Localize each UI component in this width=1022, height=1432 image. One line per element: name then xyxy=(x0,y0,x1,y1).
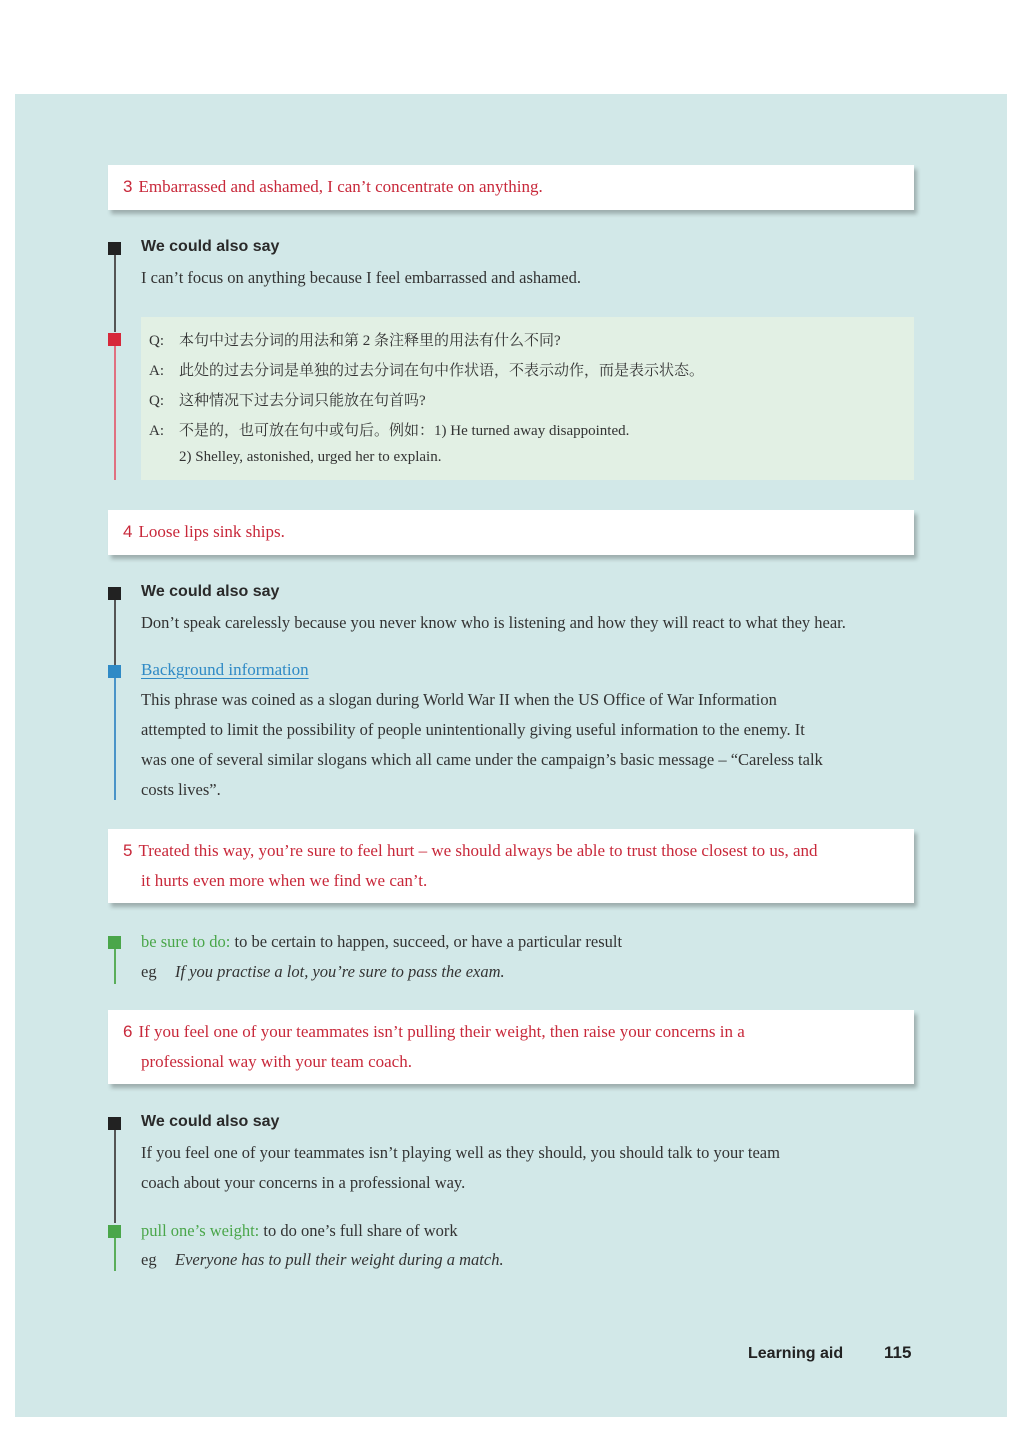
also-say-text: coach about your concerns in a professional way. xyxy=(141,1173,466,1192)
sentence-box-5 xyxy=(108,829,914,903)
qa-line: Q: 本句中过去分词的用法和第 2 条注释里的用法有什么不同? xyxy=(149,333,561,349)
vocab-definition: pull one’s weight: to do one’s full share of work xyxy=(141,1221,458,1240)
page-number: 115 xyxy=(884,1343,912,1362)
sentence-text: Embarrassed and ashamed, I can’t concentrate on anything. xyxy=(138,177,543,196)
background-text-line: attempted to limit the possibility of people unintentionally giving useful information to the enemy. It xyxy=(141,720,805,739)
also-say-heading: We could also say xyxy=(141,583,280,600)
sentence-text: Loose lips sink ships. xyxy=(138,522,285,541)
also-say-text: Don’t speak carelessly because you never know who is listening and how they will react to what they hear. xyxy=(141,613,846,632)
sentence-text: If you feel one of your teammates isn’t pulling their weight, then raise your concerns in a xyxy=(138,1022,745,1041)
qa-line: A: 此处的过去分词是单独的过去分词在句中作状语，不表示动作，而是表示状态。 xyxy=(149,363,705,379)
background-text-line: costs lives”. xyxy=(141,780,221,799)
black-square-marker xyxy=(108,1117,121,1130)
qa-line: Q: 这种情况下过去分词只能放在句首吗? xyxy=(149,393,426,409)
sentence-text: Treated this way, you’re sure to feel hurt – we should always be able to trust those closest to us, and xyxy=(138,841,818,860)
timeline-line xyxy=(114,593,116,665)
sentence-text: it hurts even more when we find we can’t. xyxy=(141,871,428,890)
qa-box xyxy=(141,317,914,480)
item-number: 3 xyxy=(123,177,133,196)
sentence-box-4 xyxy=(108,510,914,555)
vocab-example: eg Everyone has to pull their weight during a match. xyxy=(141,1250,504,1269)
timeline-line xyxy=(114,1123,116,1223)
qa-line: A: 不是的，也可放在句中或句后。例如：1) He turned away disappointed. xyxy=(149,423,630,439)
also-say-text: If you feel one of your teammates isn’t playing well as they should, you should talk to your team xyxy=(141,1143,780,1162)
vocab-example: eg If you practise a lot, you’re sure to pass the exam. xyxy=(141,962,505,981)
black-square-marker xyxy=(108,242,121,255)
sentence-box-3 xyxy=(108,165,914,210)
timeline-line xyxy=(114,340,116,480)
background-info-heading: Background information xyxy=(141,660,309,679)
also-say-heading: We could also say xyxy=(141,1113,280,1130)
timeline-line xyxy=(114,248,116,332)
item-number: 5 xyxy=(123,841,133,860)
background-text-line: This phrase was coined as a slogan during World War II when the US Office of War Information xyxy=(141,690,777,709)
red-square-marker xyxy=(108,333,121,346)
item-number: 4 xyxy=(123,522,133,541)
green-square-marker xyxy=(108,1225,121,1238)
qa-line: 2) Shelley, astonished, urged her to explain. xyxy=(179,449,442,465)
timeline-line xyxy=(114,672,116,800)
background-text-line: was one of several similar slogans which all came under the campaign’s basic message – “Careless talk xyxy=(141,750,823,769)
also-say-heading: We could also say xyxy=(141,238,280,255)
item-number: 6 xyxy=(123,1022,133,1041)
sentence-box-6 xyxy=(108,1010,914,1084)
blue-square-marker xyxy=(108,665,121,678)
black-square-marker xyxy=(108,587,121,600)
green-square-marker xyxy=(108,936,121,949)
footer-section-label: Learning aid xyxy=(748,1345,844,1362)
sentence-text: professional way with your team coach. xyxy=(141,1052,412,1071)
vocab-definition: be sure to do: to be certain to happen, succeed, or have a particular result xyxy=(141,932,623,951)
also-say-text: I can’t focus on anything because I feel embarrassed and ashamed. xyxy=(141,268,581,287)
